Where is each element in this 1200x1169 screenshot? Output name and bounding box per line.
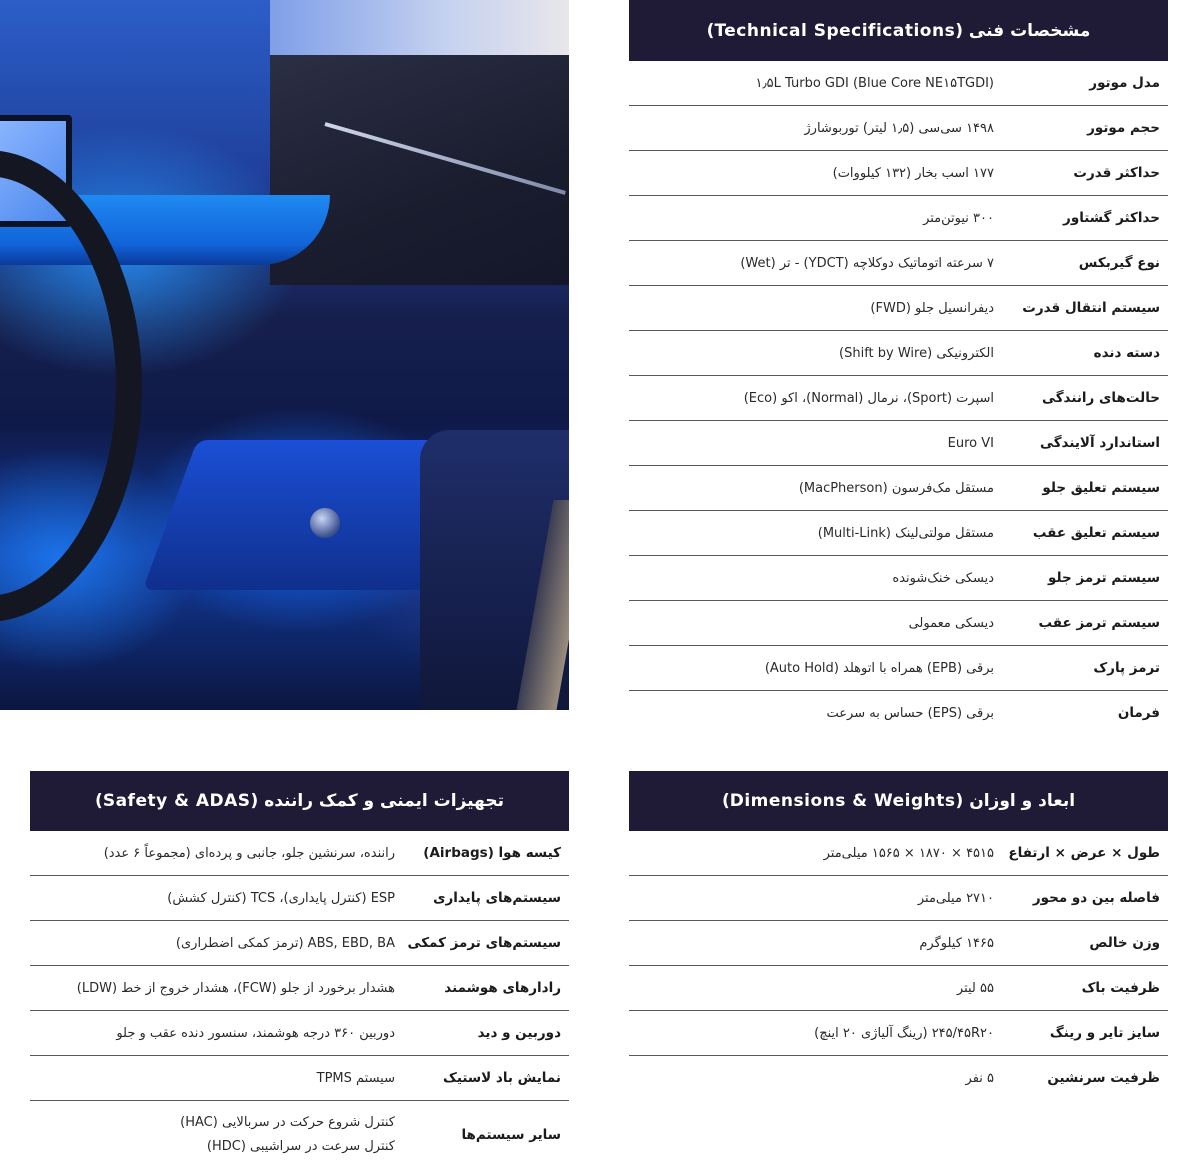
row-label: سیستم ترمز عقب: [1038, 615, 1160, 631]
car-interior-photo: [0, 0, 569, 710]
row-label: طول × عرض × ارتفاع: [1008, 845, 1160, 861]
row-value: برقی (EPB) همراه با اتوهلد (Auto Hold): [764, 660, 994, 676]
row-value: ۱۴۹۸ سی‌سی (۱٫۵ لیتر) توربوشارژ: [804, 120, 994, 136]
row-value: ABS, EBD, BA (ترمز کمکی اضطراری): [175, 935, 395, 951]
table-row: [629, 241, 1168, 286]
row-label: ترمز پارک: [1093, 660, 1160, 676]
table-row: [30, 1101, 569, 1169]
table-row: [629, 61, 1168, 106]
table-row: [629, 1056, 1168, 1100]
row-label: حداکثر گشتاور: [1063, 210, 1160, 226]
table-row: [629, 106, 1168, 151]
row-value: مستقل مولتی‌لینک (Multi-Link): [817, 525, 994, 541]
safety-title: تجهیزات ایمنی و کمک راننده (Safety & ADAS): [30, 771, 569, 831]
row-label: ظرفیت باک: [1081, 980, 1160, 996]
row-label: نوع گیربکس: [1078, 255, 1160, 271]
row-value: دیسکی معمولی: [908, 615, 994, 631]
row-value: دیسکی خنک‌شونده: [892, 570, 994, 586]
row-value: راننده، سرنشین جلو، جانبی و پرده‌ای (مجموعاً ۶ عدد): [103, 845, 395, 861]
row-value: ۳۰۰ نیوتن‌متر: [923, 210, 994, 226]
row-label: سایر سیستم‌ها: [461, 1127, 561, 1143]
table-row: [629, 196, 1168, 241]
row-value: ۲۴۵/۴۵R۲۰ (رینگ آلیاژی ۲۰ اینچ): [814, 1025, 994, 1041]
row-label: وزن خالص: [1089, 935, 1160, 951]
row-label: سایز تایر و رینگ: [1049, 1025, 1160, 1041]
row-value: اسپرت (Sport)، نرمال (Normal)، اکو (Eco): [743, 390, 994, 406]
dimensions-rows: [629, 831, 1168, 1100]
row-label: حالت‌های رانندگی: [1042, 390, 1160, 406]
row-value: هشدار برخورد از جلو (FCW)، هشدار خروج از خط (LDW): [76, 980, 395, 996]
row-value: دوربین ۳۶۰ درجه هوشمند، سنسور دنده عقب و جلو: [116, 1025, 395, 1041]
technical-specs-table: [629, 0, 1168, 735]
row-value: دیفرانسیل جلو (FWD): [870, 300, 994, 316]
row-value: ۱٫۵L Turbo GDI (Blue Core NE۱۵TGDI): [755, 75, 994, 91]
table-row: [629, 646, 1168, 691]
row-label: کیسه هوا (Airbags): [423, 845, 561, 861]
row-label: فرمان: [1117, 705, 1160, 721]
row-label: رادارهای هوشمند: [444, 980, 561, 996]
table-row: [629, 1011, 1168, 1056]
row-label: استاندارد آلایندگی: [1040, 435, 1160, 451]
row-label: حجم موتور: [1087, 120, 1160, 136]
table-row: [629, 511, 1168, 556]
row-label: سیستم‌های ترمز کمکی: [407, 935, 561, 951]
table-row: [629, 876, 1168, 921]
table-row: [629, 601, 1168, 646]
row-label: حداکثر قدرت: [1073, 165, 1160, 181]
safety-rows: [30, 831, 569, 1169]
row-value: ESP (کنترل پایداری)، TCS (کنترل کشش): [167, 890, 395, 906]
safety-adas-table: [30, 771, 569, 1169]
table-row: [30, 1056, 569, 1101]
row-value: ۷ سرعته اتوماتیک دوکلاچه (YDCT) - تر (Wet): [740, 255, 994, 271]
table-row: [30, 921, 569, 966]
row-label: دوربین و دید: [477, 1025, 561, 1041]
table-row: [629, 921, 1168, 966]
row-value: سیستم TPMS: [316, 1070, 395, 1086]
row-value: ۴۵۱۵ × ۱۸۷۰ × ۱۵۶۵ میلی‌متر: [823, 845, 994, 861]
row-label: سیستم تعلیق جلو: [1042, 480, 1160, 496]
row-label: نمایش باد لاستیک: [443, 1070, 561, 1086]
row-label: سیستم انتقال قدرت: [1022, 300, 1160, 316]
row-value: مستقل مک‌فرسون (MacPherson): [798, 480, 994, 496]
row-label: مدل موتور: [1089, 75, 1160, 91]
row-value: ۵۵ لیتر: [956, 980, 994, 996]
row-value-line: کنترل سرعت در سراشیبی (HDC): [206, 1139, 395, 1154]
row-value: ۱۴۶۵ کیلوگرم: [919, 935, 994, 951]
table-row: [629, 331, 1168, 376]
row-label: ظرفیت سرنشین: [1047, 1070, 1160, 1086]
row-value-line: کنترل شروع حرکت در سربالایی (HAC): [180, 1115, 395, 1130]
row-value: الکترونیکی (Shift by Wire): [839, 345, 994, 361]
table-row: [30, 966, 569, 1011]
table-row: [629, 466, 1168, 511]
dimensions-table: [629, 771, 1168, 1100]
table-row: [629, 376, 1168, 421]
technical-specs-rows: [629, 61, 1168, 735]
row-label: فاصله بین دو محور: [1032, 890, 1160, 906]
table-row: [629, 421, 1168, 466]
photo-window: [270, 0, 569, 55]
row-value: Euro VI: [947, 435, 994, 451]
table-row: [30, 1011, 569, 1056]
row-label: سیستم‌های پایداری: [433, 890, 561, 906]
row-value: ۲۷۱۰ میلی‌متر: [917, 890, 994, 906]
row-value: ۱۷۷ اسب بخار (۱۳۲ کیلووات): [832, 165, 994, 181]
table-row: [629, 151, 1168, 196]
row-value: [30, 1111, 403, 1159]
row-label: سیستم تعلیق عقب: [1032, 525, 1160, 541]
photo-door-panel: [270, 55, 569, 285]
dimensions-title: ابعاد و اوزان (Dimensions & Weights): [629, 771, 1168, 831]
table-row: [30, 876, 569, 921]
table-row: [629, 556, 1168, 601]
table-row: [629, 966, 1168, 1011]
row-label: دسته دنده: [1093, 345, 1160, 361]
table-row: [629, 691, 1168, 735]
row-label: سیستم ترمز جلو: [1048, 570, 1160, 586]
table-row: [629, 831, 1168, 876]
photo-gear-knob: [310, 508, 340, 538]
technical-specs-title: مشخصات فنی (Technical Specifications): [629, 0, 1168, 61]
table-row: [30, 831, 569, 876]
row-value: ۵ نفر: [965, 1070, 994, 1086]
table-row: [629, 286, 1168, 331]
row-value: برقی (EPS) حساس به سرعت: [826, 705, 994, 721]
